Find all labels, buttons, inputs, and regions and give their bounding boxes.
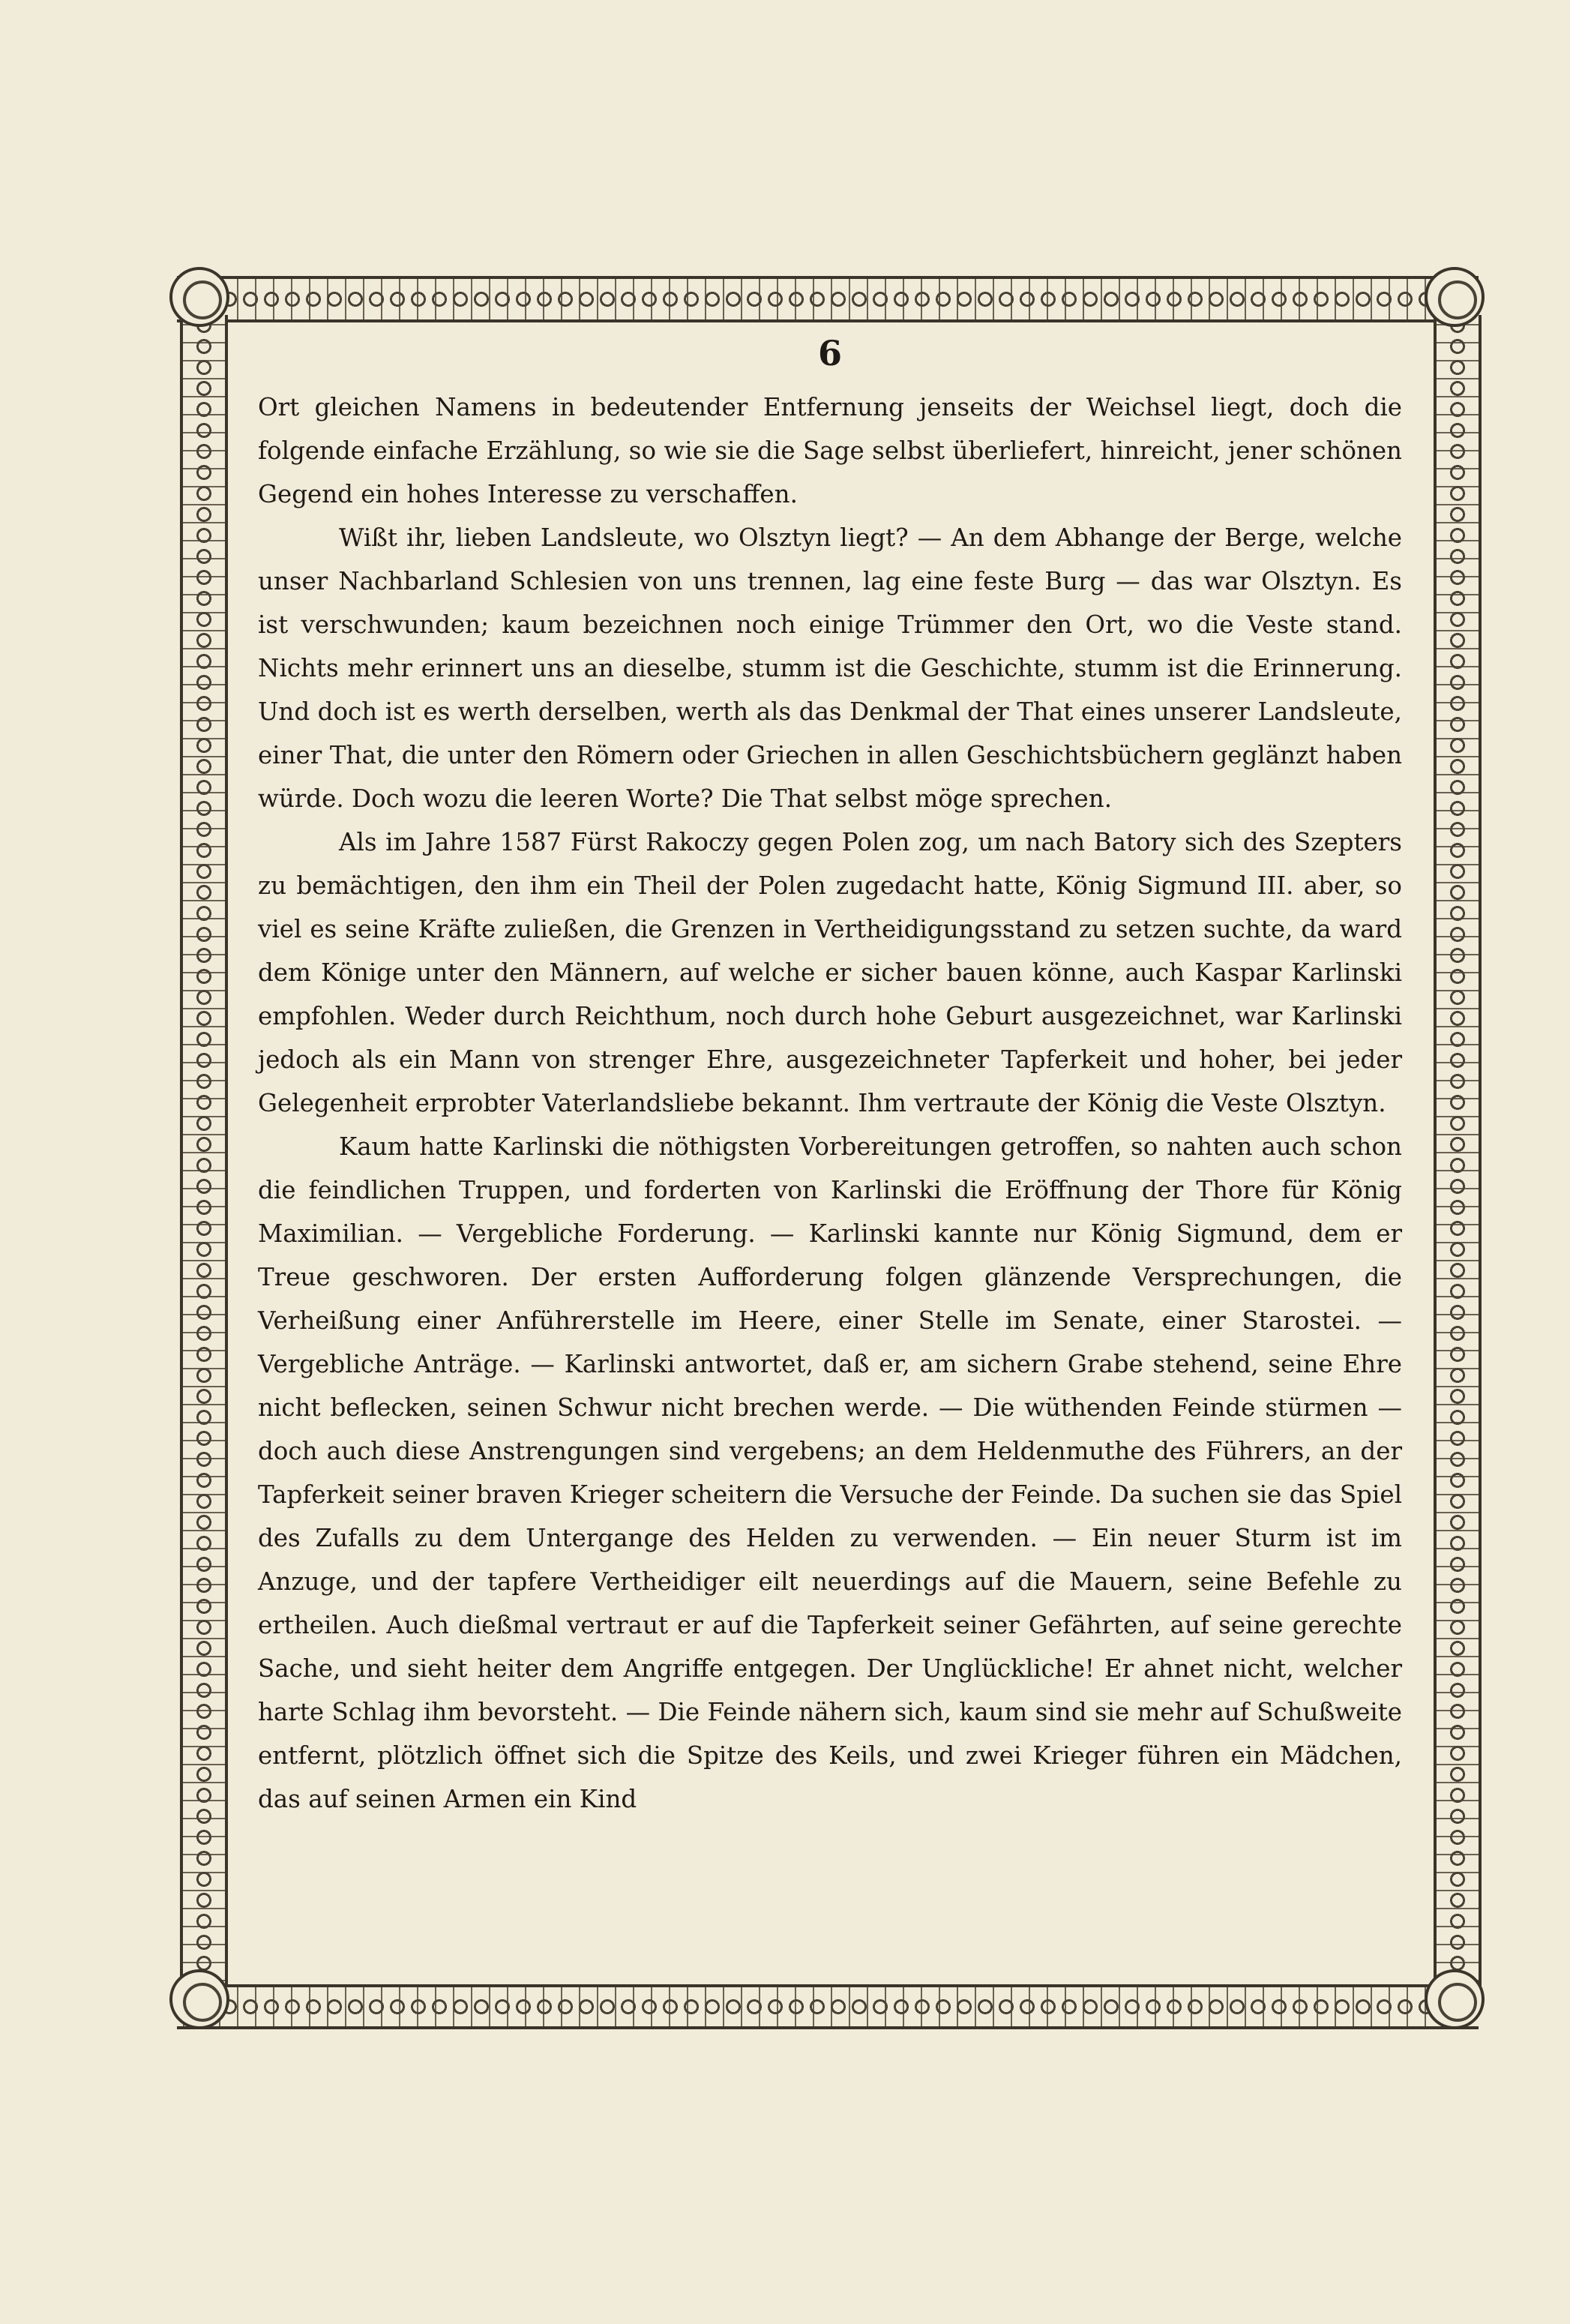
paragraph: Als im Jahre 1587 Fürst Rakoczy gegen Polen zog, um nach Batory sich des Szepters zu bemächtigen, den ihm ein Theil der Polen zugedacht hatte, König Sigmund III. aber, so viel es seine Kräfte zuließen, die Grenzen in Vertheidigungsstand zu setzen suchte, da ward dem Könige unter den Männern, auf welche er sicher bauen könne, auch Kaspar Karlinski empfohlen. Weder durch Reichthum, noch durch hohe Geburt ausgezeichnet, war Karlinski jedoch als ein Mann von strenger Ehre, ausgezeichneter Tapferkeit und hoher, bei jeder Gelegenheit erprobter Vaterlandsliebe bekannt. Ihm vertraute der König die Veste Olsztyn. — [258, 828, 1402, 1117]
corner-ornament-bottom-left — [169, 1969, 229, 2029]
paragraph: Ort gleichen Namens in bedeutender Entfernung jenseits der Weichsel liegt, doch die folgende einfache Erzählung, so wie sie die Sage selbst überliefert, hinreicht, jener schönen Gegend ein hohes Interesse zu verschaffen. — [258, 393, 1402, 508]
ornamental-border-left — [180, 315, 228, 1987]
page-number: 6 — [817, 333, 842, 373]
paragraph: Kaum hatte Karlinski die nöthigsten Vorbereitungen getroffen, so nahten auch schon die feindlichen Truppen, und forderten von Karlinski die Eröffnung der Thore für König Maximilian. — Vergebliche Forderung. — Karlinski kannte nur König Sigmund, dem er Treue geschworen. Der ersten Aufforderung folgen glänzende Versprechungen, die Verheißung einer Anführerstelle im Heere, einer Stelle im Senate, einer Starostei. — Vergebliche Anträge. — Karlinski antwortet, daß er, am sichern Grabe stehend, seine Ehre nicht beflecken, seinen Schwur nicht brechen werde. — Die wüthenden Feinde stürmen — doch auch diese Anstrengungen sind vergebens; an dem Heldenmuthe des Führers, an der Tapferkeit seiner braven Krieger scheitern die Versuche der Feinde. Da suchen sie das Spiel des Zufalls zu dem Untergange des Helden zu verwenden. — Ein neuer Sturm ist im Anzuge, und der tapfere Vertheidiger eilt neuerdings auf die Mauern, seine Befehle zu ertheilen. Auch dießmal vertraut er auf die Tapferkeit seiner Gefährten, auf seine gerechte Sache, und sieht heiter dem Angriffe entgegen. Der Unglückliche! Er ahnet nicht, welcher harte Schlag ihm bevorsteht. — Die Feinde nähern sich, kaum sind sie mehr auf Schußweite entfernt, plötzlich öffnet sich die Spitze des Keils, und zwei Krieger führen ein Mädchen, das auf seinen Armen ein Kind — [258, 1132, 1402, 1813]
corner-ornament-top-left — [169, 267, 229, 327]
corner-ornament-top-right — [1425, 267, 1485, 327]
ornamental-border-right — [1434, 315, 1482, 1987]
corner-ornament-bottom-right — [1425, 1969, 1485, 2029]
body-text — [258, 333, 1402, 1821]
ornamental-border-bottom — [177, 1984, 1479, 2029]
paragraph: Wißt ihr, lieben Landsleute, wo Olsztyn liegt? — An dem Abhange der Berge, welche unser Nachbarland Schlesien von uns trennen, lag eine feste Burg — das war Olsztyn. Es ist verschwunden; kaum bezeichnen noch einige Trümmer den Ort, wo die Veste stand. Nichts mehr erinnert uns an dieselbe, stumm ist die Geschichte, stumm ist die Erinnerung. Und doch ist es werth derselben, werth als das Denkmal der That eines unserer Landsleute, einer That, die unter den Römern oder Griechen in allen Geschichtsbüchern geglänzt haben würde. Doch wozu die leeren Worte? Die That selbst möge sprechen. — [258, 523, 1402, 813]
ornamental-border-top — [177, 276, 1479, 322]
